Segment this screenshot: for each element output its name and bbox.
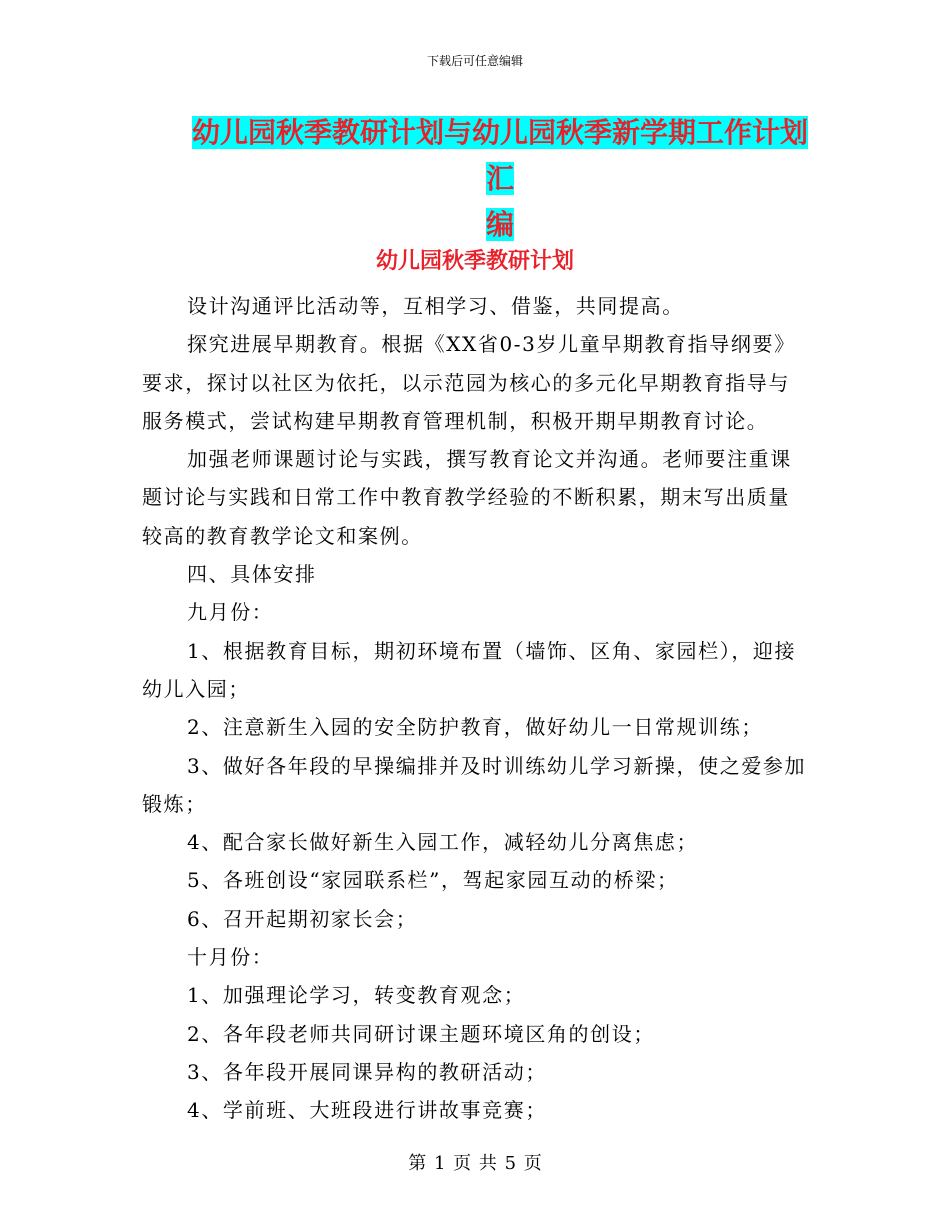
paragraph: 4、学前班、大班段进行讲故事竞赛； [187, 1098, 547, 1123]
paragraph: 5、各班创设“家园联系栏”，驾起家园互动的桥梁； [187, 868, 679, 893]
document-title-line1: 幼儿园秋季教研计划与幼儿园秋季新学期工作计划汇 [191, 116, 808, 195]
page-header-note: 下载后可任意编辑 [426, 54, 523, 68]
document-title [180, 110, 820, 248]
paragraph: 加强老师课题讨论与实践，撰写教育论文并沟通。老师要注重课题讨论与实践和日常工作中教育教学经验的不断积累，期末写出质量较高的教育教学论文和案例。 [142, 447, 792, 548]
page-number: 第 1 页 共 5 页 [408, 1153, 542, 1174]
paragraph: 3、做好各年段的早操编排并及时训练幼儿学习新操，使之爱参加锻炼； [142, 753, 807, 816]
paragraph: 1、根据教育目标，期初环境布置（墙饰、区角、家园栏），迎接幼儿入园； [142, 638, 797, 701]
paragraph: 九月份： [187, 600, 274, 625]
document-body [142, 287, 810, 1130]
paragraph: 探究进展早期教育。根据《XX省0-3岁儿童早期教育指导纲要》要求，探讨以社区为依托，以示范园为核心的多元化早期教育指导与服务模式，尝试构建早期教育管理机制，积极开期早期教育讨论。 [142, 332, 796, 433]
paragraph: 2、注意新生入园的安全防护教育，做好幼儿一日常规训练； [187, 715, 763, 740]
paragraph: 3、各年段开展同课异构的教研活动； [187, 1059, 547, 1084]
paragraph: 4、配合家长做好新生入园工作，减轻幼儿分离焦虑； [187, 830, 699, 855]
section-title: 幼儿园秋季教研计划 [375, 249, 574, 274]
paragraph: 6、召开起期初家长会； [187, 906, 418, 931]
paragraph: 十月份： [187, 945, 274, 970]
paragraph: 1、加强理论学习，转变教育观念； [187, 983, 526, 1008]
document-title-line2: 编 [485, 208, 514, 241]
paragraph: 2、各年段老师共同研讨课主题环境区角的创设； [187, 1021, 655, 1046]
paragraph: 设计沟通评比活动等，互相学习、借鉴，共同提高。 [187, 294, 684, 318]
paragraph: 四、具体安排 [187, 562, 317, 587]
